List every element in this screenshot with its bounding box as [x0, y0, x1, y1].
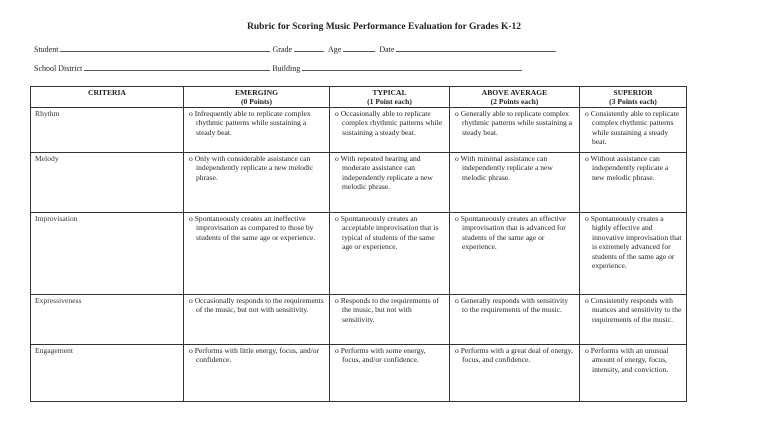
cell-text: o Generally able to replicate complex rhythmic patterns while sustaining a steady beat.	[455, 109, 573, 137]
rubric-cell	[184, 295, 330, 345]
header-label: TYPICAL	[372, 88, 407, 97]
cell-text: o Infrequently able to replicate complex rhythmic patterns while sustaining a steady beat.	[189, 109, 311, 137]
header-superior	[580, 87, 687, 108]
header-points: (2 Points each)	[490, 97, 539, 106]
rubric-cell	[184, 153, 330, 213]
cell-text: o Spontaneously creates an acceptable improvisation that is typical of students of the same age or experience.	[335, 214, 439, 252]
header-points: (1 Point each)	[367, 97, 412, 106]
rubric-row-melody	[31, 153, 687, 213]
header-criteria	[31, 87, 184, 108]
cell-text: o Spontaneously creates an ineffective improvisation as compared to those by students of the same age or experience.	[189, 214, 316, 242]
header-label: CRITERIA	[88, 88, 126, 97]
header-row	[31, 87, 687, 108]
header-typical	[330, 87, 450, 108]
header-label: SUPERIOR	[613, 88, 653, 97]
rubric-cell	[330, 153, 450, 213]
header-label: EMERGING	[234, 88, 279, 97]
cell-text: o With repeated hearing and moderate assistance can independently replicate a new melodic phrase.	[335, 154, 433, 192]
school-district-label: School District	[34, 64, 83, 73]
header-label: ABOVE AVERAGE	[481, 88, 548, 97]
rubric-row-expressiveness	[31, 295, 687, 345]
cell-text: o With minimal assistance can independently replicate a new melodic phrase.	[455, 154, 553, 182]
date-line	[396, 43, 556, 52]
criterion-cell: Improvisation	[31, 213, 184, 295]
rubric-cell	[184, 108, 330, 153]
cell-text: o Spontaneously creates a highly effective and innovative improvisation that is extremely advanced for students of the same age or experience.	[585, 214, 682, 271]
rubric-row-rhythm	[31, 108, 687, 153]
header-above-average	[450, 87, 580, 108]
cell-text: o Performs with an unusual amount of energy, focus, intensity, and conviction.	[585, 346, 669, 374]
cell-text: o Consistently responds with nuances and sensitivity to the requirements of the music.	[585, 296, 682, 324]
cell-text: o Spontaneously creates an effective improvisation that is advanced for students of the same age or experience.	[455, 214, 566, 252]
student-info-row	[34, 43, 556, 54]
cell-text: o Occasionally able to replicate complex rhythmic patterns while sustaining a steady beat.	[335, 109, 443, 137]
cell-text: o Performs with some energy, focus, and/or confidence.	[335, 346, 426, 365]
student-label: Student	[34, 45, 59, 54]
rubric-cell	[580, 213, 687, 295]
rubric-cell	[330, 213, 450, 295]
header-points: (3 Points each)	[609, 97, 657, 106]
student-line	[60, 43, 270, 52]
rubric-cell	[330, 108, 450, 153]
rubric-cell	[580, 345, 687, 402]
header-points: (0 Points)	[240, 97, 272, 106]
rubric-cell	[580, 153, 687, 213]
rubric-cell	[450, 345, 580, 402]
school-info-row	[34, 62, 522, 73]
rubric-cell	[450, 295, 580, 345]
cell-text: o Generally responds with sensitivity to the requirements of the music.	[455, 296, 569, 315]
criterion-cell: Rhythm	[31, 108, 184, 153]
rubric-cell	[580, 108, 687, 153]
cell-text: o Consistently able to replicate complex rhythmic patterns while sustaining a steady beat.	[585, 109, 680, 147]
rubric-table	[30, 86, 687, 402]
rubric-cell	[184, 213, 330, 295]
cell-text: o Occasionally responds to the requirements of the music, but not with sensitivity.	[189, 296, 324, 315]
cell-text: o Only with considerable assistance can independently replicate a new melodic phrase.	[189, 154, 314, 182]
rubric-cell	[450, 108, 580, 153]
date-label: Date	[379, 45, 395, 54]
building-line	[302, 62, 522, 71]
criterion-cell: Melody	[31, 153, 184, 213]
rubric-cell	[580, 295, 687, 345]
cell-text: o Performs with a great deal of energy, focus, and confidence.	[455, 346, 573, 365]
age-label: Age	[328, 45, 342, 54]
age-line	[343, 43, 375, 52]
rubric-cell	[330, 295, 450, 345]
cell-text: o Responds to the requirements of the music, but not with sensitivity.	[335, 296, 439, 324]
rubric-cell	[450, 153, 580, 213]
rubric-cell	[330, 345, 450, 402]
cell-text: o Performs with little energy, focus, and/or confidence.	[189, 346, 320, 365]
building-label: Building	[272, 64, 301, 73]
school-district-line	[84, 62, 270, 71]
criterion-cell: Expressiveness	[31, 295, 184, 345]
rubric-cell	[184, 345, 330, 402]
grade-line	[294, 43, 324, 52]
cell-text: o Without assistance can independently replicate a new melodic phrase.	[585, 154, 669, 182]
header-emerging	[184, 87, 330, 108]
rubric-row-improvisation	[31, 213, 687, 295]
page-title: Rubric for Scoring Music Performance Evaluation for Grades K-12	[246, 22, 522, 32]
criterion-cell: Engagement	[31, 345, 184, 402]
rubric-cell	[450, 213, 580, 295]
grade-label: Grade	[272, 45, 292, 54]
rubric-row-engagement	[31, 345, 687, 402]
